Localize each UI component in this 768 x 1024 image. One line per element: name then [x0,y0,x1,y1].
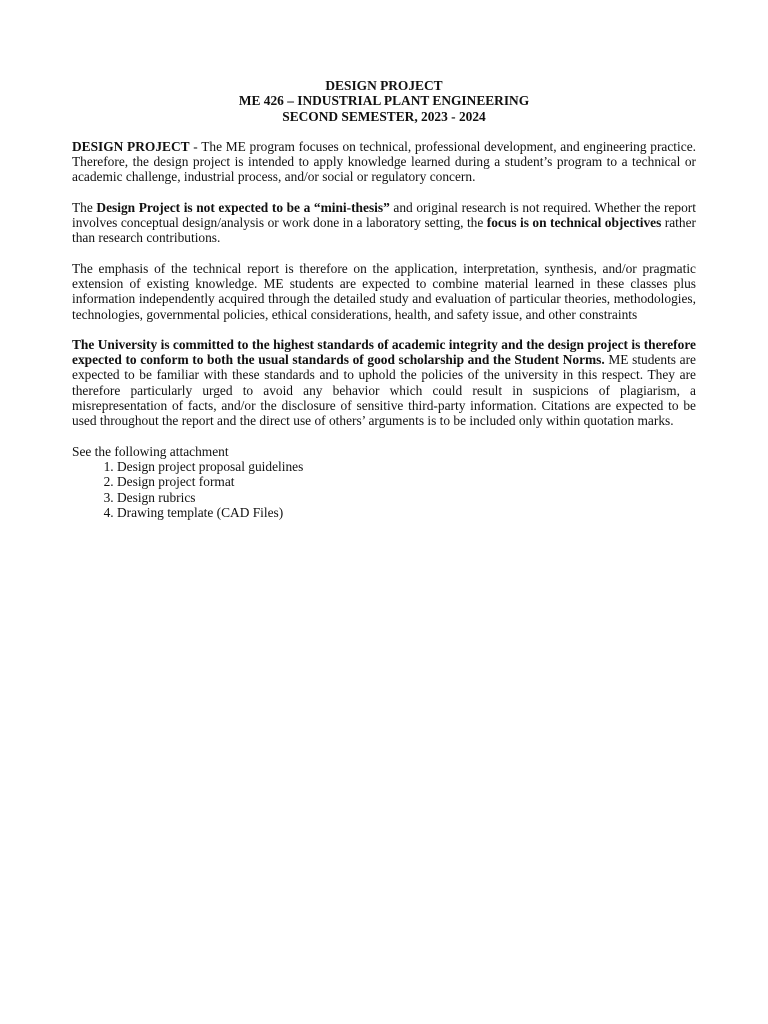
attachment-item: 1. Design project proposal guidelines [117,459,696,474]
attachment-item: 3. Design rubrics [117,490,696,505]
attachment-item: 2. Design project format [117,474,696,489]
paragraph-thesis-b1: Design Project is not expected to be a “mini-thesis” [96,199,390,215]
paragraph-thesis-t1: The [72,199,97,215]
paragraph-intro [72,139,696,185]
document-header [72,78,696,124]
paragraph-thesis-note [72,200,696,246]
paragraph-thesis-b2: focus is on technical objectives [486,215,662,231]
paragraph-thesis-t3: rather than research contributions. [72,215,696,246]
header-semester: SECOND SEMESTER, 2023 - 2024 [282,108,486,124]
paragraph-integrity-bold: The University is committed to the highest standards of academic integrity and the design project is therefore expected to conform to both the usual standards of good scholarship and the Student Norms. [72,336,696,368]
paragraph-emphasis: The emphasis of the technical report is therefore on the application, interpretation, synthesis, and/or pragmatic extension of existing knowledge. ME students are expected to combine material learned in these classes plus information independently acquired through the detailed study and evaluation of particular theories, methodologies, technologies, governmental policies, ethical considerations, health, and safety issue, and other constraints [72,260,696,322]
paragraph-thesis-t2: and original research is not required. Whether the report involves conceptual design/analysis or work done in a laboratory setting, the [72,199,696,231]
attachments-list [72,459,696,520]
header-title: DESIGN PROJECT [325,78,443,93]
paragraph-integrity-text: ME students are expected to be familiar with these standards and to uphold the policies of the university in this respect. They are therefore particularly urged to avoid any behavior which could result in suspicions of plagiarism, a misrepresentation of facts, and/or the disclosure of sensitive third-party information. Citations are expected to be used throughout the report and the direct use of others’ arguments is to be included only within quotation marks. [72,352,696,429]
paragraph-intro-text: - The ME program focuses on technical, professional development, and engineering practice. Therefore, the design project is intended to apply knowledge learned during a student’s program to a technical or academic challenge, industrial process, and/or social or regulatory concern. [72,138,696,185]
paragraph-intro-lead: DESIGN PROJECT [72,138,190,154]
attachments-intro: See the following attachment [72,443,229,459]
paragraph-integrity [72,337,696,429]
document-page [72,78,696,520]
attachment-item: 4. Drawing template (CAD Files) [117,505,696,520]
header-course: ME 426 – INDUSTRIAL PLANT ENGINEERING [238,93,530,109]
